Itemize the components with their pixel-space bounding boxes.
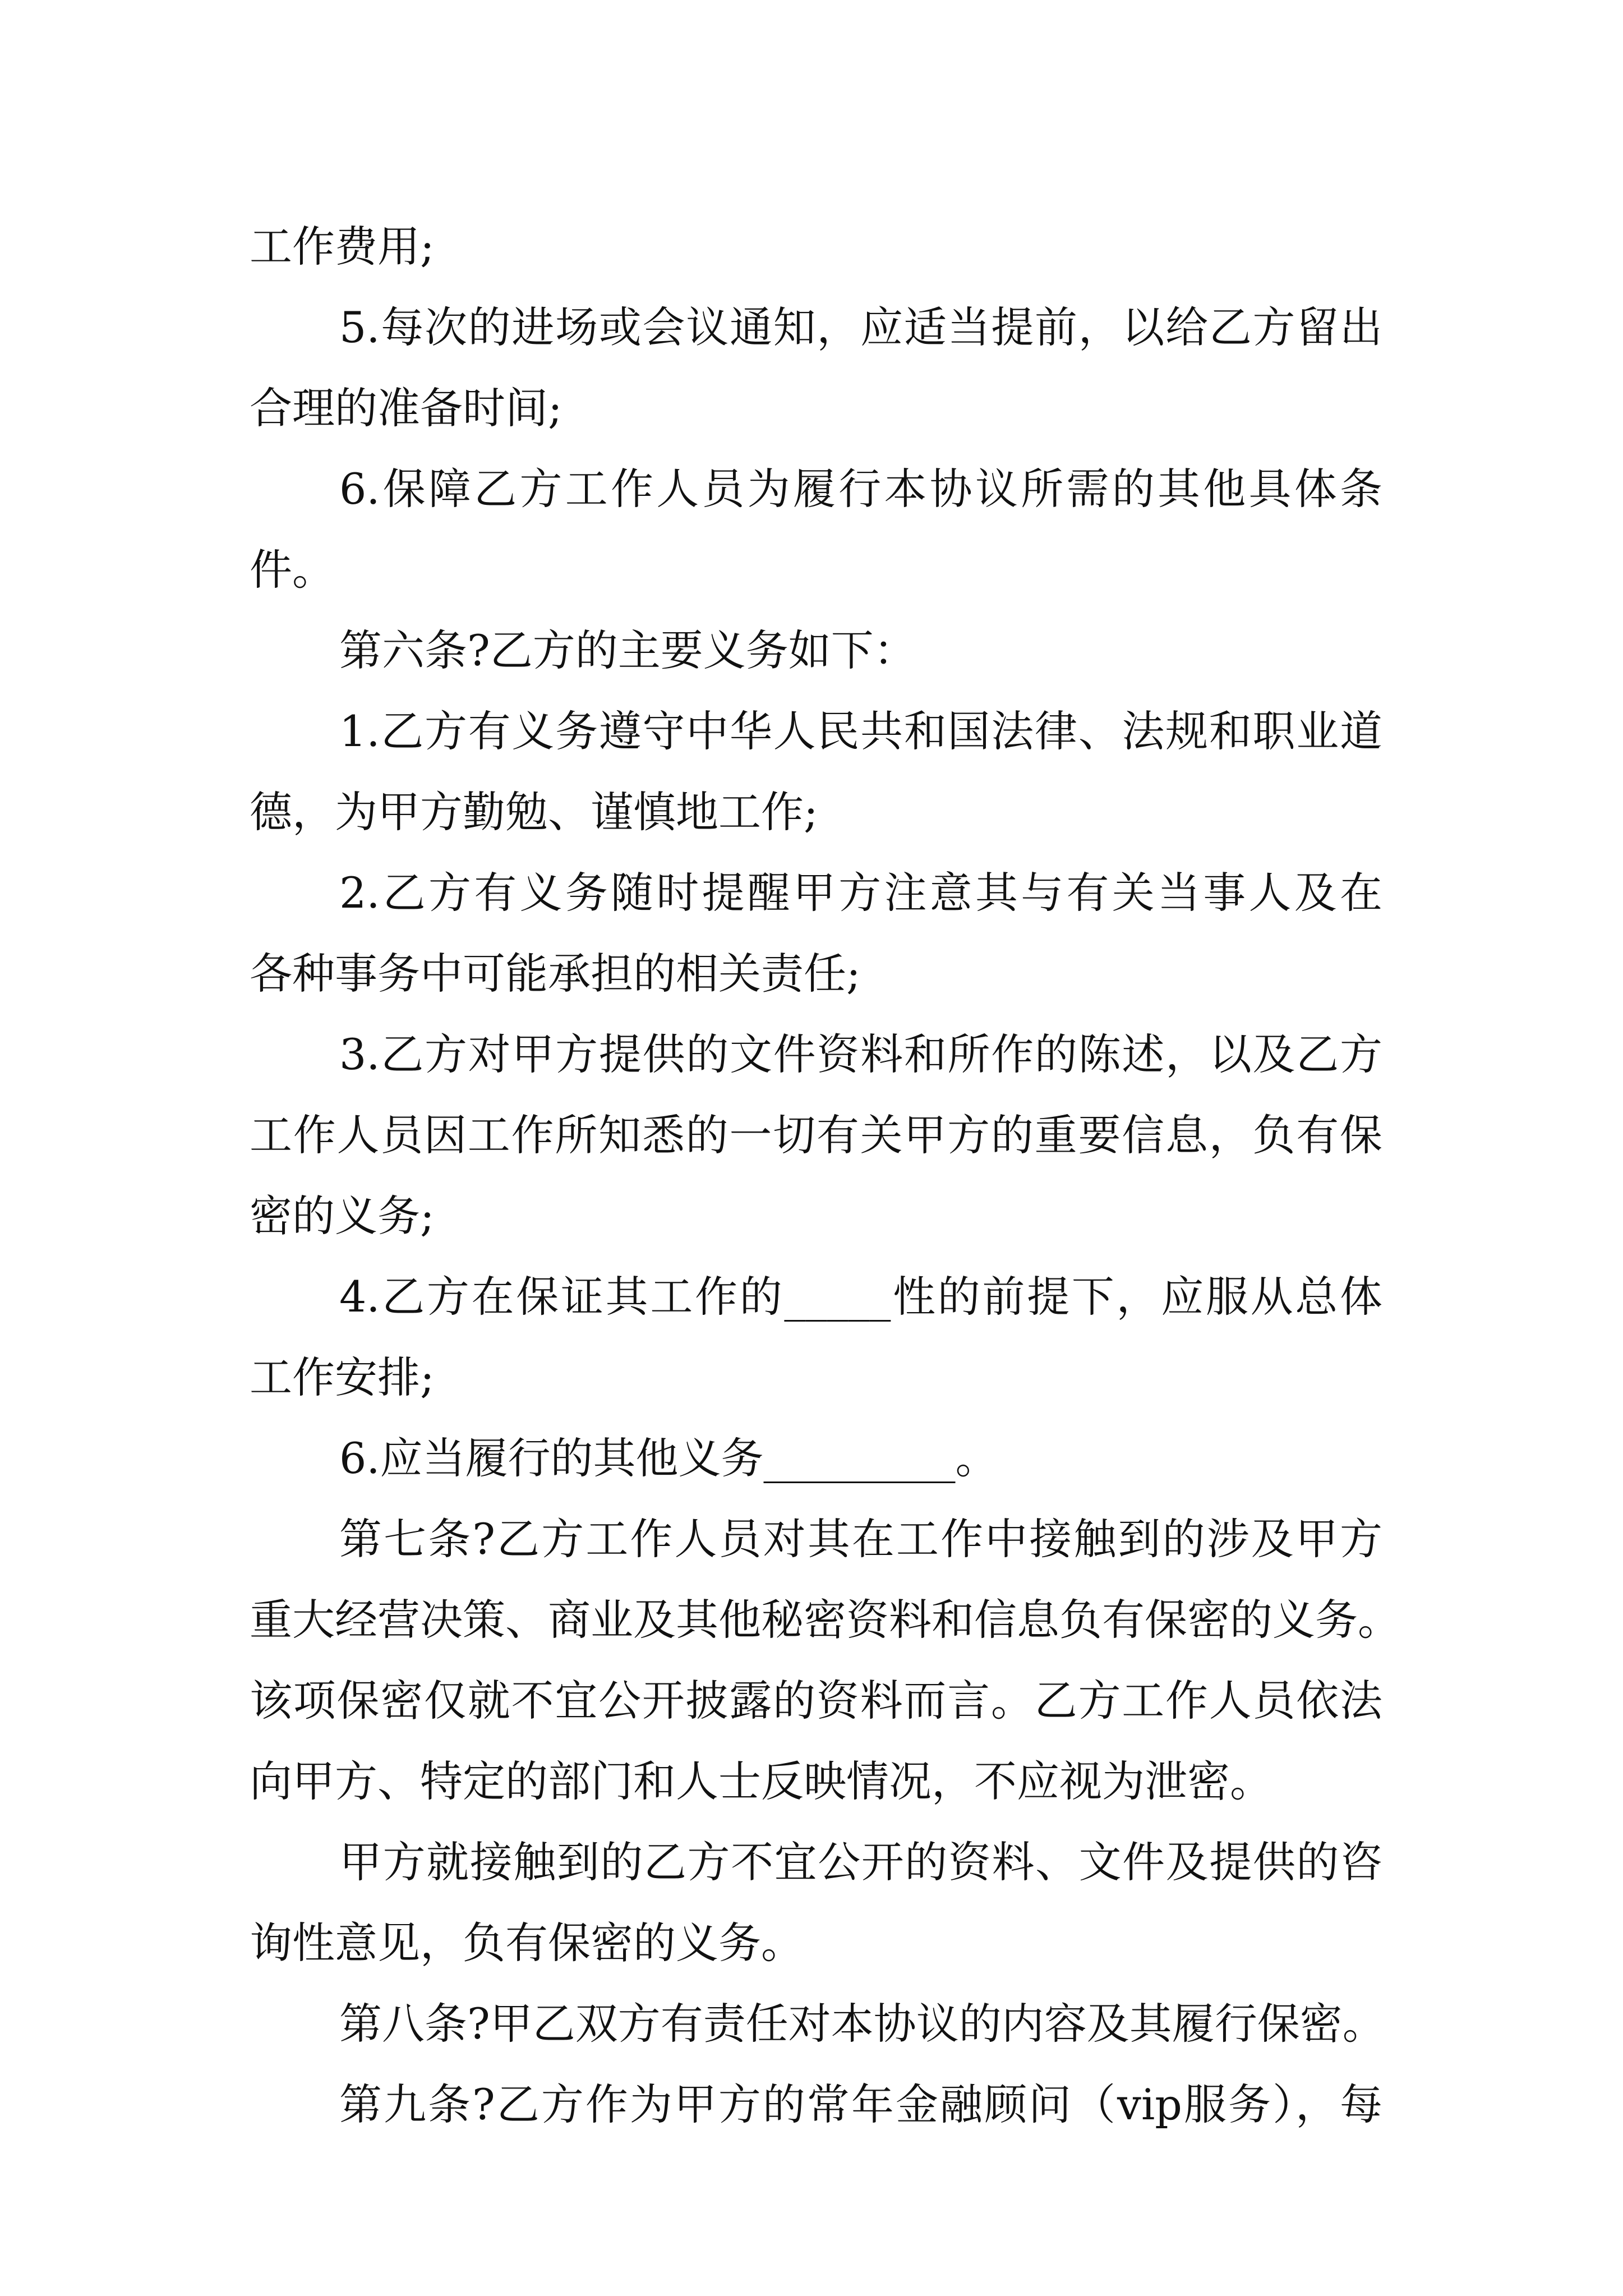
text-line: 向甲方、特定的部门和人士反映情况，不应视为泄密。	[250, 1756, 1272, 1806]
text-line: 6.应当履行的其他义务_________。	[339, 1433, 998, 1483]
text-line: 2.乙方有义务随时提醒甲方注意其与有关当事人及在	[339, 868, 1382, 918]
text-line: 工作费用;	[250, 222, 435, 272]
text-line: 工作安排;	[250, 1352, 435, 1402]
text-line: 重大经营决策、商业及其他秘密资料和信息负有保密的义务。	[250, 1595, 1400, 1645]
text-line: 第八条?甲乙双方有责任对本协议的内容及其履行保密。	[339, 1999, 1385, 2049]
text-line: 各种事务中可能承担的相关责任;	[250, 949, 861, 999]
text-line: 德，为甲方勤勉、谨慎地工作;	[250, 787, 818, 837]
text-line: 1.乙方有义务遵守中华人民共和国法律、法规和职业道	[339, 706, 1382, 756]
text-line: 询性意见，负有保密的义务。	[250, 1918, 804, 1968]
text-line: 密的义务;	[250, 1191, 435, 1241]
text-line: 第七条?乙方工作人员对其在工作中接触到的涉及甲方	[339, 1514, 1382, 1564]
text-line: 工作人员因工作所知悉的一切有关甲方的重要信息，负有保	[250, 1110, 1382, 1160]
text-line: 该项保密仅就不宜公开披露的资料而言。乙方工作人员依法	[250, 1676, 1382, 1726]
text-line: 6.保障乙方工作人员为履行本协议所需的其他具体条	[339, 464, 1382, 514]
text-line: 甲方就接触到的乙方不宜公开的资料、文件及提供的咨	[339, 1837, 1382, 1887]
text-line: 5.每次的进场或会议通知，应适当提前，以给乙方留出	[339, 302, 1382, 352]
text-line: 3.乙方对甲方提供的文件资料和所作的陈述，以及乙方	[339, 1029, 1382, 1079]
text-line: 4.乙方在保证其工作的_____性的前提下，应服从总体	[339, 1272, 1382, 1322]
text-line: 第六条?乙方的主要义务如下：	[339, 625, 916, 675]
text-line: 件。	[250, 545, 335, 595]
text-line: 合理的准备时间;	[250, 383, 562, 433]
text-line: 第九条?乙方作为甲方的常年金融顾问（vip服务），每	[339, 2079, 1382, 2129]
document-body	[250, 206, 1400, 2145]
